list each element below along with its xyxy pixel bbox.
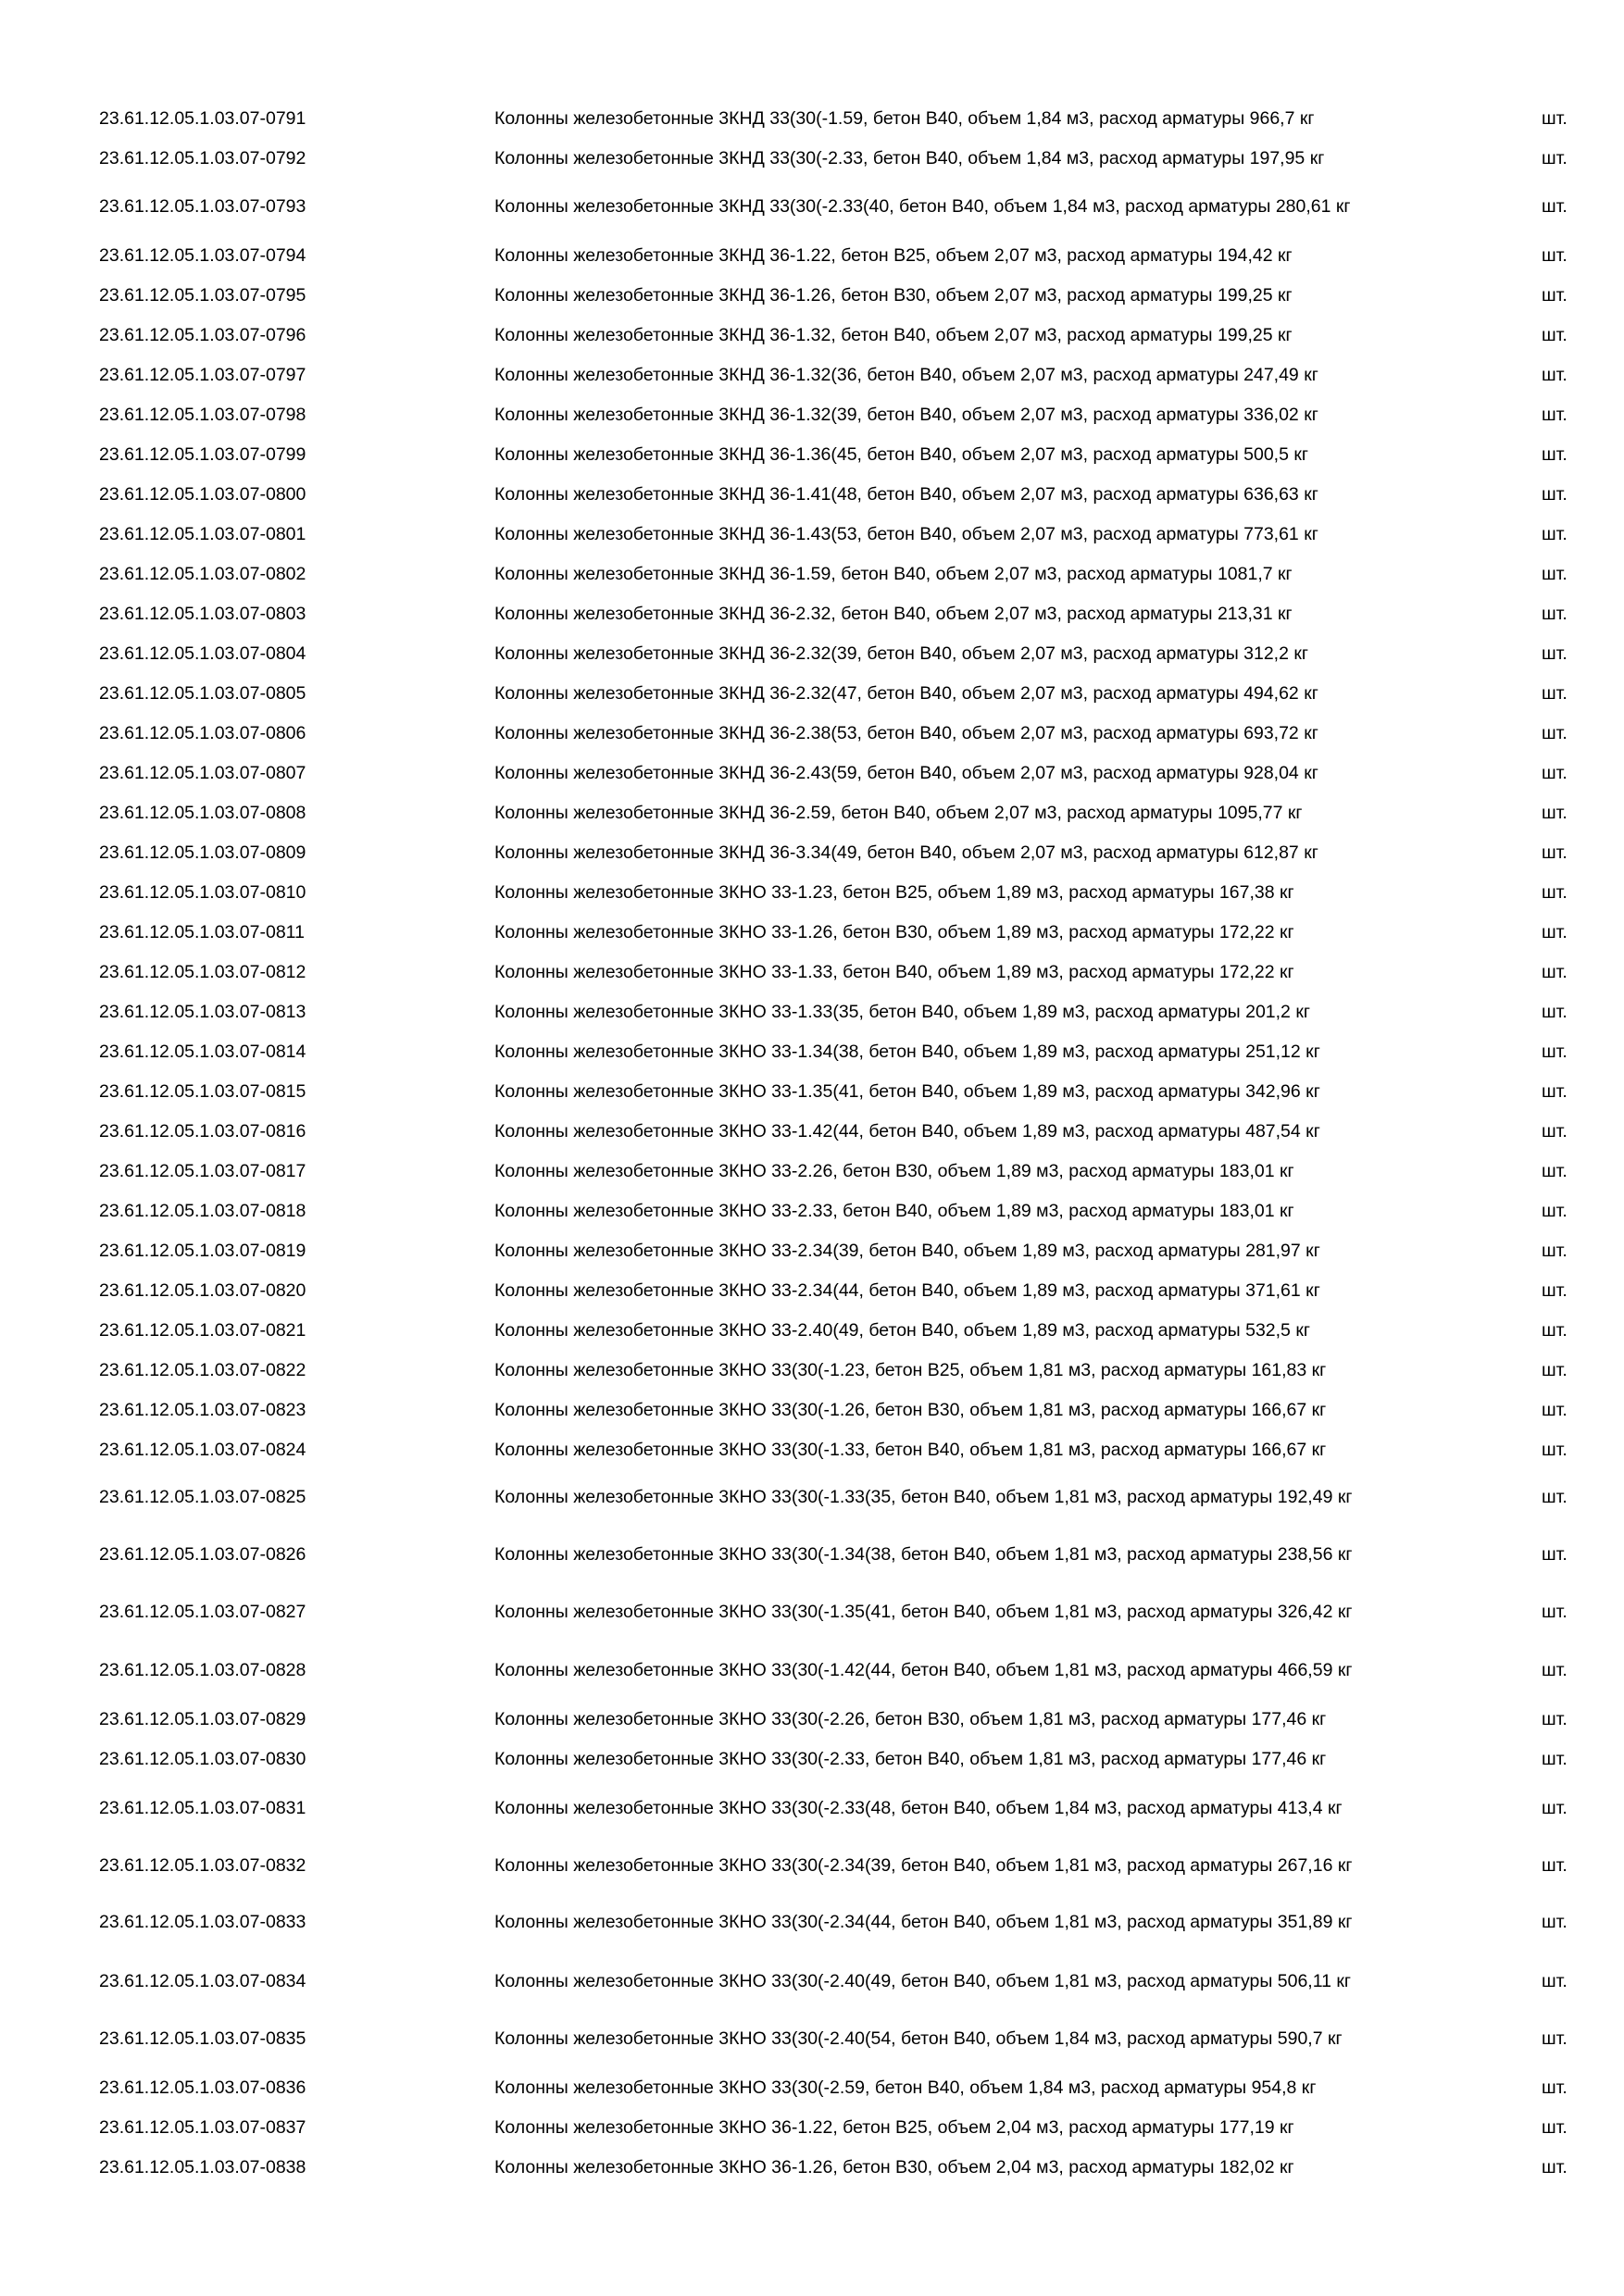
unit-of-measure: шт.: [1542, 882, 1568, 903]
table-row: [0, 519, 1624, 549]
resource-name: Колонны железобетонные 3КНД 36-3.34(49, бетон В40, объем 2,07 м3, расход арматуры 612,87 кг: [494, 842, 1318, 863]
resource-code: 23.61.12.05.1.03.07-0792: [99, 148, 306, 168]
resource-name: Колонны железобетонные 3КНД 36-1.59, бетон В40, объем 2,07 м3, расход арматуры 1081,7 кг: [494, 564, 1293, 584]
unit-of-measure: шт.: [1542, 1912, 1568, 1932]
unit-of-measure: шт.: [1542, 2078, 1568, 2098]
resource-name: Колонны железобетонные 3КНО 33(30(-1.33, бетон В40, объем 1,81 м3, расход арматуры 166,67 кг: [494, 1440, 1327, 1460]
unit-of-measure: шт.: [1542, 325, 1568, 345]
table-row: [0, 1156, 1624, 1186]
resource-code: 23.61.12.05.1.03.07-0798: [99, 405, 306, 425]
table-row: [0, 1482, 1624, 1512]
table-row: [0, 281, 1624, 310]
table-row: [0, 599, 1624, 629]
resource-name: Колонны железобетонные 3КНД 36-1.22, бетон В25, объем 2,07 м3, расход арматуры 194,42 кг: [494, 245, 1293, 266]
table-row: [0, 1117, 1624, 1146]
resource-code: 23.61.12.05.1.03.07-0802: [99, 564, 306, 584]
table-row: [0, 758, 1624, 788]
unit-of-measure: шт.: [1542, 444, 1568, 465]
unit-of-measure: шт.: [1542, 842, 1568, 863]
resource-name: Колонны железобетонные 3КНД 36-1.32, бетон В40, объем 2,07 м3, расход арматуры 199,25 кг: [494, 325, 1293, 345]
resource-name: Колонны железобетонные 3КНО 33(30(-1.23, бетон В25, объем 1,81 м3, расход арматуры 161,83 кг: [494, 1360, 1327, 1380]
unit-of-measure: шт.: [1542, 1081, 1568, 1102]
resource-name: Колонны железобетонные 3КНД 36-2.43(59, бетон В40, объем 2,07 м3, расход арматуры 928,04 кг: [494, 763, 1318, 783]
resource-code: 23.61.12.05.1.03.07-0806: [99, 723, 306, 743]
table-row: [0, 679, 1624, 708]
resource-code: 23.61.12.05.1.03.07-0800: [99, 484, 306, 505]
resource-name: Колонны железобетонные 3КНО 33(30(-2.59, бетон В40, объем 1,84 м3, расход арматуры 954,8 кг: [494, 2078, 1317, 2098]
resource-name: Колонны железобетонные 3КНД 36-1.32(36, бетон В40, объем 2,07 м3, расход арматуры 247,49 кг: [494, 365, 1318, 385]
resource-name: Колонны железобетонные 3КНО 33(30(-1.35(41, бетон В40, объем 1,81 м3, расход арматуры 326,42 кг: [494, 1602, 1353, 1622]
unit-of-measure: шт.: [1542, 1544, 1568, 1565]
resource-code: 23.61.12.05.1.03.07-0830: [99, 1749, 306, 1769]
table-row: [0, 1704, 1624, 1734]
table-row: [0, 718, 1624, 748]
resource-code: 23.61.12.05.1.03.07-0824: [99, 1440, 306, 1460]
resource-code: 23.61.12.05.1.03.07-0809: [99, 842, 306, 863]
unit-of-measure: шт.: [1542, 1360, 1568, 1380]
resource-code: 23.61.12.05.1.03.07-0827: [99, 1602, 306, 1622]
unit-of-measure: шт.: [1542, 196, 1568, 217]
table-row: [0, 440, 1624, 469]
table-row: [0, 320, 1624, 350]
resource-name: Колонны железобетонные 3КНО 33(30(-2.40(54, бетон В40, объем 1,84 м3, расход арматуры 590,7 кг: [494, 2028, 1343, 2049]
resource-code: 23.61.12.05.1.03.07-0834: [99, 1971, 306, 1991]
table-row: [0, 1077, 1624, 1106]
resource-code: 23.61.12.05.1.03.07-0796: [99, 325, 306, 345]
unit-of-measure: шт.: [1542, 1660, 1568, 1680]
unit-of-measure: шт.: [1542, 2117, 1568, 2138]
table-row: [0, 1540, 1624, 1569]
unit-of-measure: шт.: [1542, 604, 1568, 624]
resource-code: 23.61.12.05.1.03.07-0817: [99, 1161, 306, 1181]
resource-code: 23.61.12.05.1.03.07-0808: [99, 803, 306, 823]
resource-code: 23.61.12.05.1.03.07-0807: [99, 763, 306, 783]
table-row: [0, 1966, 1624, 1996]
resource-name: Колонны железобетонные 3КНД 36-1.43(53, бетон В40, объем 2,07 м3, расход арматуры 773,61 кг: [494, 524, 1318, 544]
table-row: [0, 917, 1624, 947]
resource-name: Колонны железобетонные 3КНО 33-1.33, бетон В40, объем 1,89 м3, расход арматуры 172,22 кг: [494, 962, 1294, 982]
unit-of-measure: шт.: [1542, 1280, 1568, 1301]
resource-name: Колонны железобетонные 3КНО 33(30(-1.34(38, бетон В40, объем 1,81 м3, расход арматуры 238,56 кг: [494, 1544, 1353, 1565]
resource-name: Колонны железобетонные 3КНО 33-1.42(44, бетон В40, объем 1,89 м3, расход арматуры 487,54 кг: [494, 1121, 1320, 1142]
unit-of-measure: шт.: [1542, 1709, 1568, 1729]
resource-code: 23.61.12.05.1.03.07-0833: [99, 1912, 306, 1932]
resource-name: Колонны железобетонные 3КНД 33(30(-2.33(40, бетон В40, объем 1,84 м3, расход арматуры 280,61 кг: [494, 196, 1351, 217]
unit-of-measure: шт.: [1542, 723, 1568, 743]
resource-name: Колонны железобетонные 3КНД 36-1.41(48, бетон В40, объем 2,07 м3, расход арматуры 636,63 кг: [494, 484, 1318, 505]
table-row: [0, 2113, 1624, 2142]
resource-code: 23.61.12.05.1.03.07-0816: [99, 1121, 306, 1142]
table-row: [0, 639, 1624, 668]
unit-of-measure: шт.: [1542, 1400, 1568, 1420]
table-row: [0, 1597, 1624, 1627]
unit-of-measure: шт.: [1542, 683, 1568, 704]
unit-of-measure: шт.: [1542, 803, 1568, 823]
resource-code: 23.61.12.05.1.03.07-0825: [99, 1487, 306, 1507]
unit-of-measure: шт.: [1542, 643, 1568, 664]
unit-of-measure: шт.: [1542, 1161, 1568, 1181]
resource-code: 23.61.12.05.1.03.07-0826: [99, 1544, 306, 1565]
resource-name: Колонны железобетонные 3КНД 36-1.36(45, бетон В40, объем 2,07 м3, расход арматуры 500,5 кг: [494, 444, 1308, 465]
table-row: [0, 2073, 1624, 2103]
resource-code: 23.61.12.05.1.03.07-0801: [99, 524, 306, 544]
table-row: [0, 1236, 1624, 1266]
resource-code: 23.61.12.05.1.03.07-0794: [99, 245, 306, 266]
table-row: [0, 1907, 1624, 1937]
unit-of-measure: шт.: [1542, 405, 1568, 425]
table-row: [0, 104, 1624, 133]
unit-of-measure: шт.: [1542, 365, 1568, 385]
unit-of-measure: шт.: [1542, 524, 1568, 544]
table-row: [0, 2152, 1624, 2182]
resource-code: 23.61.12.05.1.03.07-0820: [99, 1280, 306, 1301]
unit-of-measure: шт.: [1542, 1121, 1568, 1142]
resource-code: 23.61.12.05.1.03.07-0814: [99, 1042, 306, 1062]
table-row: [0, 1355, 1624, 1385]
resource-code: 23.61.12.05.1.03.07-0813: [99, 1002, 306, 1022]
unit-of-measure: шт.: [1542, 1042, 1568, 1062]
resource-name: Колонны железобетонные 3КНО 33(30(-1.26, бетон В30, объем 1,81 м3, расход арматуры 166,67 кг: [494, 1400, 1327, 1420]
resource-code: 23.61.12.05.1.03.07-0822: [99, 1360, 306, 1380]
unit-of-measure: шт.: [1542, 564, 1568, 584]
unit-of-measure: шт.: [1542, 484, 1568, 505]
resource-code: 23.61.12.05.1.03.07-0797: [99, 365, 306, 385]
unit-of-measure: шт.: [1542, 1002, 1568, 1022]
unit-of-measure: шт.: [1542, 1320, 1568, 1341]
resource-name: Колонны железобетонные 3КНД 36-2.32(47, бетон В40, объем 2,07 м3, расход арматуры 494,62 кг: [494, 683, 1318, 704]
resource-code: 23.61.12.05.1.03.07-0815: [99, 1081, 306, 1102]
resource-name: Колонны железобетонные 3КНД 36-1.26, бетон В30, объем 2,07 м3, расход арматуры 199,25 кг: [494, 285, 1293, 306]
table-row: [0, 1276, 1624, 1305]
resource-name: Колонны железобетонные 3КНО 33(30(-1.42(44, бетон В40, объем 1,81 м3, расход арматуры 466,59 кг: [494, 1660, 1353, 1680]
resource-name: Колонны железобетонные 3КНО 33(30(-2.33, бетон В40, объем 1,81 м3, расход арматуры 177,46 кг: [494, 1749, 1327, 1769]
unit-of-measure: шт.: [1542, 962, 1568, 982]
resource-code: 23.61.12.05.1.03.07-0828: [99, 1660, 306, 1680]
unit-of-measure: шт.: [1542, 922, 1568, 942]
table-row: [0, 1851, 1624, 1880]
resource-code: 23.61.12.05.1.03.07-0810: [99, 882, 306, 903]
table-row: [0, 559, 1624, 589]
unit-of-measure: шт.: [1542, 1440, 1568, 1460]
resource-name: Колонны железобетонные 3КНО 33(30(-2.34(39, бетон В40, объем 1,81 м3, расход арматуры 267,16 кг: [494, 1855, 1353, 1876]
resource-name: Колонны железобетонные 3КНД 33(30(-1.59, бетон В40, объем 1,84 м3, расход арматуры 966,7 кг: [494, 108, 1315, 129]
resource-name: Колонны железобетонные 3КНО 33-2.34(44, бетон В40, объем 1,89 м3, расход арматуры 371,61 кг: [494, 1280, 1320, 1301]
resource-code: 23.61.12.05.1.03.07-0793: [99, 196, 306, 217]
table-row: [0, 400, 1624, 430]
unit-of-measure: шт.: [1542, 1798, 1568, 1818]
resource-name: Колонны железобетонные 3КНО 33-2.40(49, бетон В40, объем 1,89 м3, расход арматуры 532,5 кг: [494, 1320, 1310, 1341]
unit-of-measure: шт.: [1542, 1855, 1568, 1876]
resource-name: Колонны железобетонные 3КНО 33-1.34(38, бетон В40, объем 1,89 м3, расход арматуры 251,12 кг: [494, 1042, 1320, 1062]
table-row: [0, 957, 1624, 987]
resource-code: 23.61.12.05.1.03.07-0819: [99, 1241, 306, 1261]
unit-of-measure: шт.: [1542, 1602, 1568, 1622]
table-row: [0, 144, 1624, 173]
unit-of-measure: шт.: [1542, 148, 1568, 168]
table-row: [0, 192, 1624, 221]
resource-code: 23.61.12.05.1.03.07-0837: [99, 2117, 306, 2138]
resource-code: 23.61.12.05.1.03.07-0799: [99, 444, 306, 465]
unit-of-measure: шт.: [1542, 1241, 1568, 1261]
resource-name: Колонны железобетонные 3КНО 33(30(-2.33(48, бетон В40, объем 1,84 м3, расход арматуры 413,4 кг: [494, 1798, 1343, 1818]
resource-code: 23.61.12.05.1.03.07-0818: [99, 1201, 306, 1221]
resource-code: 23.61.12.05.1.03.07-0836: [99, 2078, 306, 2098]
resource-code: 23.61.12.05.1.03.07-0838: [99, 2157, 306, 2177]
resource-name: Колонны железобетонные 3КНД 36-2.38(53, бетон В40, объем 2,07 м3, расход арматуры 693,72 кг: [494, 723, 1318, 743]
resource-name: Колонны железобетонные 3КНО 33(30(-2.34(44, бетон В40, объем 1,81 м3, расход арматуры 351,89 кг: [494, 1912, 1353, 1932]
resource-code: 23.61.12.05.1.03.07-0811: [99, 922, 305, 942]
unit-of-measure: шт.: [1542, 285, 1568, 306]
resource-name: Колонны железобетонные 3КНО 33-1.26, бетон В30, объем 1,89 м3, расход арматуры 172,22 кг: [494, 922, 1294, 942]
resource-code: 23.61.12.05.1.03.07-0831: [99, 1798, 306, 1818]
resource-name: Колонны железобетонные 3КНД 33(30(-2.33, бетон В40, объем 1,84 м3, расход арматуры 197,95 кг: [494, 148, 1325, 168]
resource-name: Колонны железобетонные 3КНО 33-1.23, бетон В25, объем 1,89 м3, расход арматуры 167,38 кг: [494, 882, 1294, 903]
table-row: [0, 838, 1624, 867]
resource-code: 23.61.12.05.1.03.07-0835: [99, 2028, 306, 2049]
unit-of-measure: шт.: [1542, 1487, 1568, 1507]
table-row: [0, 2024, 1624, 2053]
resource-code: 23.61.12.05.1.03.07-0804: [99, 643, 306, 664]
table-row: [0, 1395, 1624, 1425]
table-row: [0, 798, 1624, 828]
table-row: [0, 1655, 1624, 1685]
resource-name: Колонны железобетонные 3КНО 33-2.33, бетон В40, объем 1,89 м3, расход арматуры 183,01 кг: [494, 1201, 1294, 1221]
resource-name: Колонны железобетонные 3КНО 33-1.35(41, бетон В40, объем 1,89 м3, расход арматуры 342,96 кг: [494, 1081, 1320, 1102]
table-row: [0, 997, 1624, 1027]
table-row: [0, 1744, 1624, 1774]
unit-of-measure: шт.: [1542, 108, 1568, 129]
resource-code: 23.61.12.05.1.03.07-0821: [99, 1320, 306, 1341]
table-row: [0, 1435, 1624, 1465]
resource-name: Колонны железобетонные 3КНО 33(30(-2.26, бетон В30, объем 1,81 м3, расход арматуры 177,46 кг: [494, 1709, 1327, 1729]
table-row: [0, 241, 1624, 270]
table-row: [0, 878, 1624, 907]
unit-of-measure: шт.: [1542, 245, 1568, 266]
resource-name: Колонны железобетонные 3КНД 36-1.32(39, бетон В40, объем 2,07 м3, расход арматуры 336,02 кг: [494, 405, 1318, 425]
resource-name: Колонны железобетонные 3КНД 36-2.59, бетон В40, объем 2,07 м3, расход арматуры 1095,77 кг: [494, 803, 1303, 823]
resource-code: 23.61.12.05.1.03.07-0795: [99, 285, 306, 306]
unit-of-measure: шт.: [1542, 2028, 1568, 2049]
resource-code: 23.61.12.05.1.03.07-0829: [99, 1709, 306, 1729]
table-row: [0, 1037, 1624, 1067]
unit-of-measure: шт.: [1542, 2157, 1568, 2177]
resource-name: Колонны железобетонные 3КНО 33(30(-1.33(35, бетон В40, объем 1,81 м3, расход арматуры 192,49 кг: [494, 1487, 1353, 1507]
resource-name: Колонны железобетонные 3КНО 33-2.26, бетон В30, объем 1,89 м3, расход арматуры 183,01 кг: [494, 1161, 1294, 1181]
unit-of-measure: шт.: [1542, 1201, 1568, 1221]
resource-name: Колонны железобетонные 3КНО 36-1.26, бетон В30, объем 2,04 м3, расход арматуры 182,02 кг: [494, 2157, 1294, 2177]
table-row: [0, 360, 1624, 390]
resource-code: 23.61.12.05.1.03.07-0805: [99, 683, 306, 704]
resource-code: 23.61.12.05.1.03.07-0791: [99, 108, 306, 129]
table-row: [0, 480, 1624, 509]
resource-code: 23.61.12.05.1.03.07-0803: [99, 604, 306, 624]
unit-of-measure: шт.: [1542, 763, 1568, 783]
table-row: [0, 1196, 1624, 1226]
resource-name: Колонны железобетонные 3КНД 36-2.32(39, бетон В40, объем 2,07 м3, расход арматуры 312,2 кг: [494, 643, 1308, 664]
table-row: [0, 1793, 1624, 1823]
resource-name: Колонны железобетонные 3КНО 33-2.34(39, бетон В40, объем 1,89 м3, расход арматуры 281,97 кг: [494, 1241, 1320, 1261]
resource-code: 23.61.12.05.1.03.07-0812: [99, 962, 306, 982]
resource-code: 23.61.12.05.1.03.07-0823: [99, 1400, 306, 1420]
resource-name: Колонны железобетонные 3КНО 33(30(-2.40(49, бетон В40, объем 1,81 м3, расход арматуры 506,11 кг: [494, 1971, 1352, 1991]
resource-code: 23.61.12.05.1.03.07-0832: [99, 1855, 306, 1876]
table-row: [0, 1316, 1624, 1345]
resource-name: Колонны железобетонные 3КНД 36-2.32, бетон В40, объем 2,07 м3, расход арматуры 213,31 кг: [494, 604, 1293, 624]
unit-of-measure: шт.: [1542, 1749, 1568, 1769]
unit-of-measure: шт.: [1542, 1971, 1568, 1991]
resource-name: Колонны железобетонные 3КНО 33-1.33(35, бетон В40, объем 1,89 м3, расход арматуры 201,2 кг: [494, 1002, 1310, 1022]
resource-name: Колонны железобетонные 3КНО 36-1.22, бетон В25, объем 2,04 м3, расход арматуры 177,19 кг: [494, 2117, 1294, 2138]
